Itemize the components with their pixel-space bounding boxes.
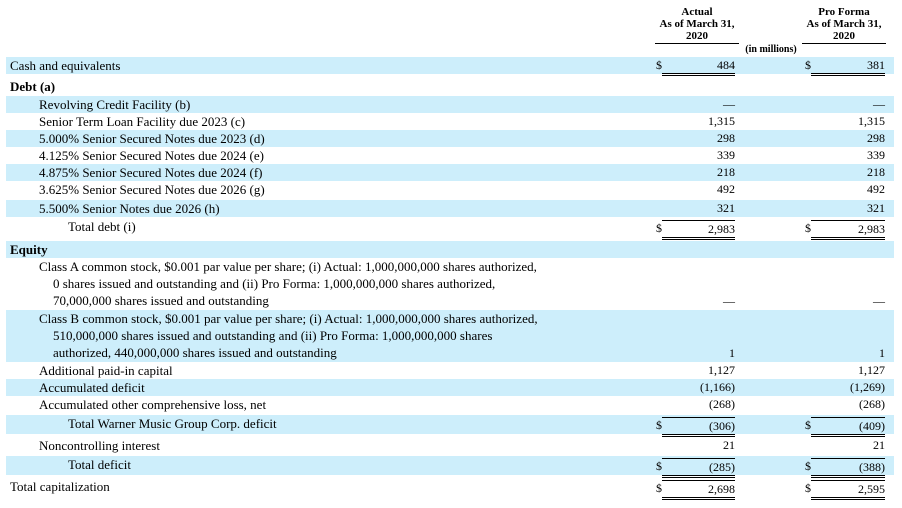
pro-forma-value: 1 bbox=[879, 346, 885, 360]
units-label: (in millions) bbox=[745, 44, 797, 55]
actual-header-line: 2020 bbox=[655, 30, 739, 44]
pro-forma-value: 381 bbox=[811, 57, 885, 76]
row-label: Revolving Credit Facility (b) bbox=[39, 97, 191, 112]
pro-forma-value: (388) bbox=[811, 458, 885, 478]
table-row bbox=[6, 200, 894, 217]
pro-forma-value: 2,595 bbox=[811, 480, 885, 500]
row-label: Debt (a) bbox=[10, 79, 56, 94]
table-row bbox=[6, 130, 894, 147]
pro-forma-value: 21 bbox=[873, 438, 885, 452]
row-label: Cash and equivalents bbox=[10, 58, 121, 73]
pro-forma-value: 492 bbox=[867, 182, 885, 196]
pro-forma-value: 339 bbox=[867, 148, 885, 162]
row-label: 5.500% Senior Notes due 2026 (h) bbox=[39, 201, 220, 216]
actual-value: 1,127 bbox=[708, 363, 735, 377]
table-row bbox=[6, 415, 894, 434]
table-row bbox=[6, 258, 894, 310]
table-row bbox=[6, 456, 894, 475]
table-row bbox=[6, 164, 894, 181]
actual-value: 2,983 bbox=[662, 220, 735, 240]
actual-value: 484 bbox=[662, 57, 735, 76]
table-row bbox=[6, 437, 894, 454]
actual-value: 1 bbox=[729, 346, 735, 360]
table-row bbox=[6, 396, 894, 413]
actual-value: (268) bbox=[709, 397, 735, 411]
row-label: Total capitalization bbox=[10, 479, 110, 494]
pro-forma-header-line: 2020 bbox=[802, 30, 886, 44]
actual-value: (306) bbox=[662, 417, 735, 437]
currency-symbol: $ bbox=[656, 418, 662, 432]
actual-value: 298 bbox=[717, 131, 735, 145]
pro-forma-value: (1,269) bbox=[850, 380, 885, 394]
table-row bbox=[6, 57, 894, 74]
pro-forma-header-line: As of March 31, bbox=[806, 18, 882, 30]
actual-column-header bbox=[655, 6, 739, 44]
pro-forma-value: 1,315 bbox=[858, 114, 885, 128]
row-label: 70,000,000 shares issued and outstanding bbox=[53, 293, 269, 308]
row-label: 510,000,000 shares issued and outstanding and (ii) Pro Forma: 1,000,000,000 shares bbox=[53, 328, 493, 343]
actual-value: (1,166) bbox=[700, 380, 735, 394]
pro-forma-value: 298 bbox=[867, 131, 885, 145]
row-label: 3.625% Senior Secured Notes due 2026 (g) bbox=[39, 182, 265, 197]
pro-forma-value: (268) bbox=[859, 397, 885, 411]
table-row bbox=[6, 218, 894, 237]
pro-forma-value: (409) bbox=[811, 417, 885, 437]
pro-forma-value: 1,127 bbox=[858, 363, 885, 377]
row-label: Class A common stock, $0.001 par value per share; (i) Actual: 1,000,000,000 shares authorized, bbox=[39, 259, 537, 274]
pro-forma-value: — bbox=[873, 97, 885, 111]
table-row bbox=[6, 478, 894, 497]
row-label: 4.125% Senior Secured Notes due 2024 (e) bbox=[39, 148, 264, 163]
table-row bbox=[6, 362, 894, 379]
currency-symbol: $ bbox=[656, 459, 662, 473]
currency-symbol: $ bbox=[805, 459, 811, 473]
pro-forma-header-line: Pro Forma bbox=[818, 6, 870, 18]
row-label: Total Warner Music Group Corp. deficit bbox=[68, 416, 277, 431]
currency-symbol: $ bbox=[805, 221, 811, 235]
pro-forma-value: 218 bbox=[867, 165, 885, 179]
actual-value: — bbox=[723, 294, 735, 308]
row-label: Accumulated other comprehensive loss, net bbox=[39, 397, 267, 412]
currency-symbol: $ bbox=[656, 481, 662, 495]
row-label: Class B common stock, $0.001 par value per share; (i) Actual: 1,000,000,000 shares authorized, bbox=[39, 311, 538, 326]
actual-value: 339 bbox=[717, 148, 735, 162]
table-row bbox=[6, 113, 894, 130]
pro-forma-column-header bbox=[802, 6, 886, 44]
table-row bbox=[6, 78, 894, 95]
currency-symbol: $ bbox=[805, 481, 811, 495]
row-label: Equity bbox=[10, 242, 48, 257]
table-row bbox=[6, 241, 894, 258]
row-label: authorized, 440,000,000 shares issued and outstanding bbox=[53, 345, 337, 360]
row-label: Accumulated deficit bbox=[39, 380, 145, 395]
row-label: 0 shares issued and outstanding and (ii) Pro Forma: 1,000,000,000 shares authorized, bbox=[53, 276, 496, 291]
currency-symbol: $ bbox=[805, 58, 811, 72]
row-label: 4.875% Senior Secured Notes due 2024 (f) bbox=[39, 165, 263, 180]
actual-value: 1,315 bbox=[708, 114, 735, 128]
pro-forma-value: 2,983 bbox=[811, 220, 885, 240]
pro-forma-value: — bbox=[873, 294, 885, 308]
row-label: Total deficit bbox=[68, 457, 131, 472]
row-label: Total debt (i) bbox=[68, 219, 136, 234]
actual-value: — bbox=[723, 97, 735, 111]
actual-value: 2,698 bbox=[662, 480, 735, 500]
actual-value: 218 bbox=[717, 165, 735, 179]
table-row bbox=[6, 96, 894, 113]
row-label: 5.000% Senior Secured Notes due 2023 (d) bbox=[39, 131, 265, 146]
actual-value: (285) bbox=[662, 458, 735, 478]
pro-forma-value: 321 bbox=[867, 201, 885, 215]
table-row bbox=[6, 310, 894, 362]
row-label: Additional paid-in capital bbox=[39, 363, 173, 378]
currency-symbol: $ bbox=[656, 221, 662, 235]
table-row bbox=[6, 379, 894, 396]
row-label: Noncontrolling interest bbox=[39, 438, 160, 453]
table-row bbox=[6, 147, 894, 164]
table-row bbox=[6, 181, 894, 198]
actual-value: 492 bbox=[717, 182, 735, 196]
actual-value: 21 bbox=[723, 438, 735, 452]
actual-value: 321 bbox=[717, 201, 735, 215]
actual-header-line: Actual bbox=[681, 6, 713, 18]
actual-header-line: As of March 31, bbox=[659, 18, 735, 30]
currency-symbol: $ bbox=[805, 418, 811, 432]
currency-symbol: $ bbox=[656, 58, 662, 72]
row-label: Senior Term Loan Facility due 2023 (c) bbox=[39, 114, 246, 129]
